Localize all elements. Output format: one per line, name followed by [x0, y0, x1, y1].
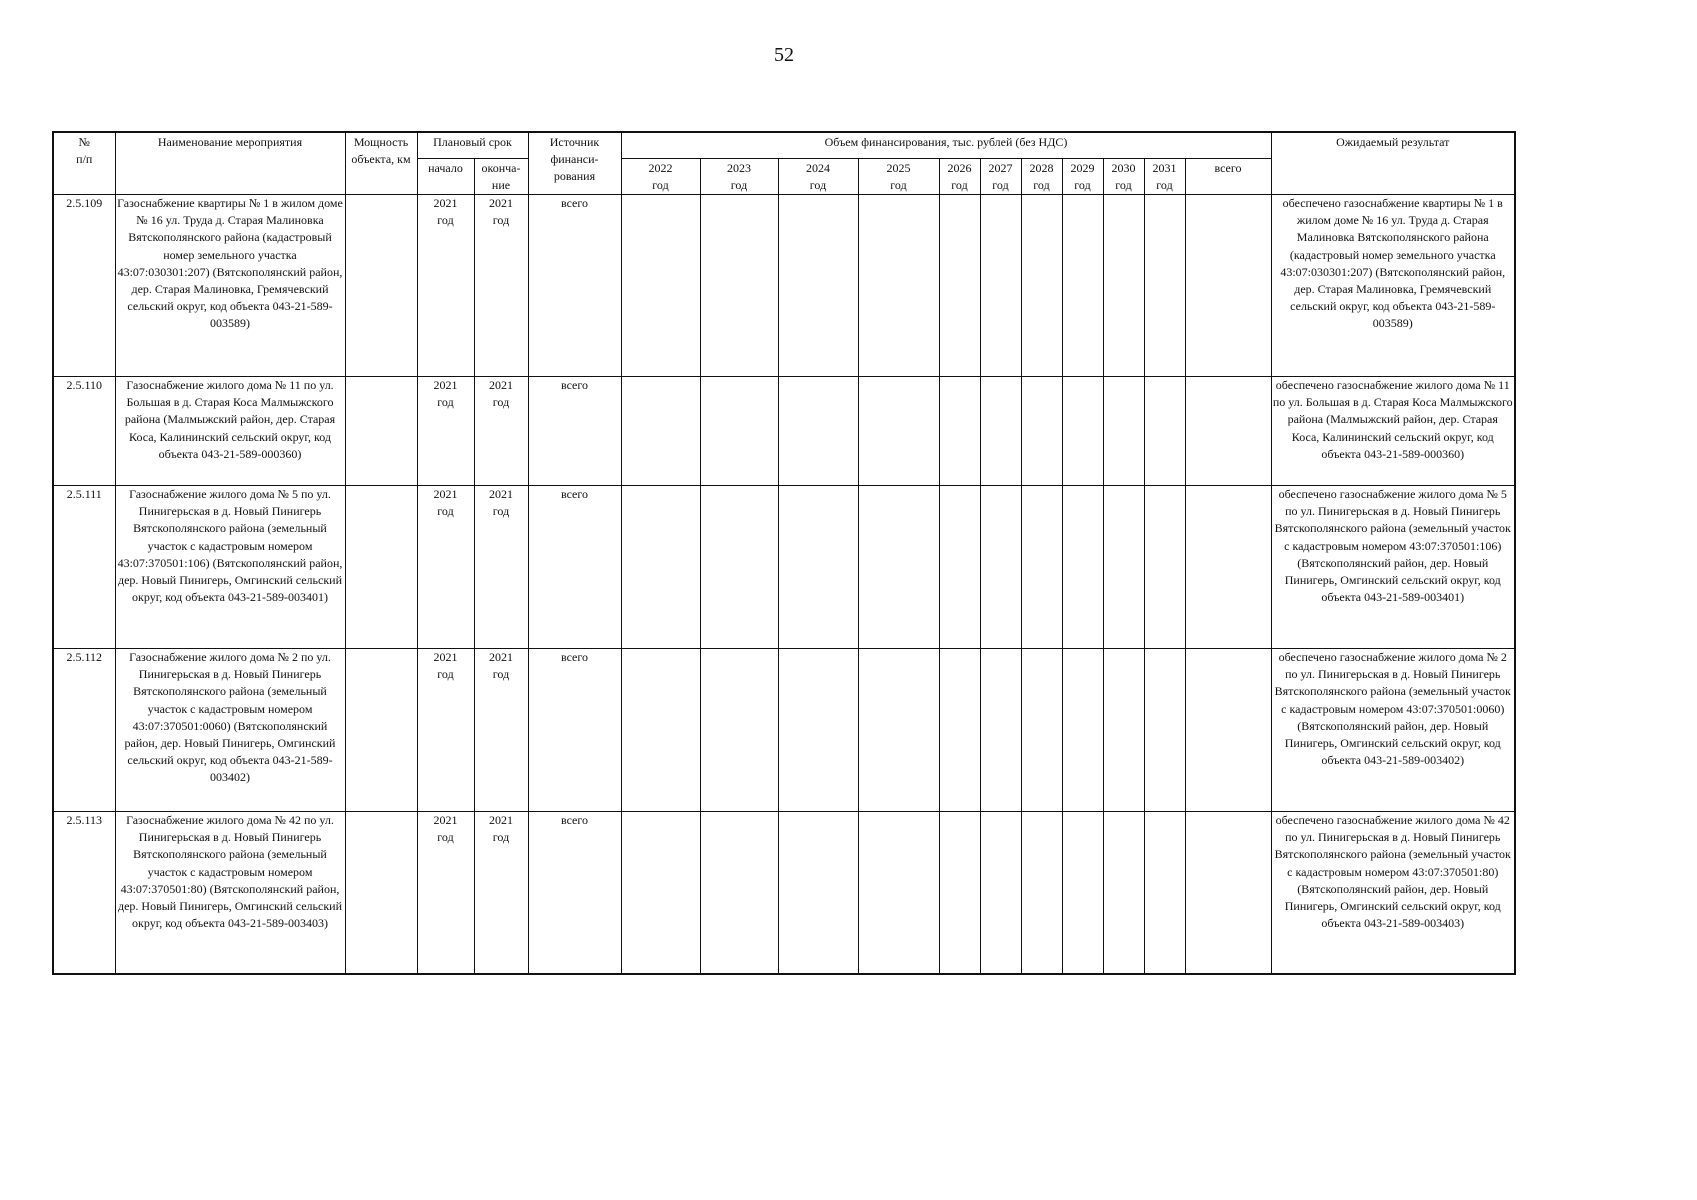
row-year-value [1144, 648, 1185, 811]
row-name: Газоснабжение жилого дома № 2 по ул. Пинигерьская в д. Новый Пинигерь Вятскополянского района (земельный участок с кадастровым номером 43:07:370501:0060) (Вятскополянский район, дер. Новый Пинигерь, Омгинский сельский округ, код объекта 043-21-589-003402) [115, 648, 345, 811]
row-year-value [1103, 194, 1144, 376]
row-year-value [700, 194, 778, 376]
header-year: 2031 год [1144, 158, 1185, 194]
row-capacity [345, 648, 417, 811]
row-year-value [621, 648, 700, 811]
row-year-value [1103, 485, 1144, 648]
row-year-value [858, 376, 939, 485]
header-year: 2023 год [700, 158, 778, 194]
row-start: 2021 год [417, 648, 474, 811]
row-year-value [858, 485, 939, 648]
row-year-value [939, 376, 980, 485]
header-source: Источник финанси- рования [528, 132, 621, 194]
row-result: обеспечено газоснабжение жилого дома № 2 по ул. Пинигерьская в д. Новый Пинигерь Вятскополянского района (земельный участок с кадастровым номером 43:07:370501:0060) (Вятскополянский район, дер. Новый Пинигерь, Омгинский сельский округ, код объекта 043-21-589-003402) [1271, 648, 1515, 811]
row-start: 2021 год [417, 811, 474, 974]
header-year: 2024 год [778, 158, 858, 194]
table-row [53, 811, 1515, 974]
header-year: 2025 год [858, 158, 939, 194]
row-source: всего [528, 376, 621, 485]
row-year-value [700, 648, 778, 811]
row-result: обеспечено газоснабжение жилого дома № 5 по ул. Пинигерьская в д. Новый Пинигерь Вятскополянского района (земельный участок с кадастровым номером 43:07:370501:106) (Вятскополянский район, дер. Новый Пинигерь, Омгинский сельский округ, код объекта 043-21-589-003401) [1271, 485, 1515, 648]
row-result: обеспечено газоснабжение жилого дома № 11 по ул. Большая в д. Старая Коса Малмыжского района (Малмыжский район, дер. Старая Коса, Калининский сельский округ, код объекта 043-21-589-000360) [1271, 376, 1515, 485]
row-year-value [778, 376, 858, 485]
header-result: Ожидаемый результат [1271, 132, 1515, 194]
row-year-value [1062, 648, 1103, 811]
row-end: 2021 год [474, 485, 528, 648]
row-year-value [1062, 485, 1103, 648]
row-capacity [345, 194, 417, 376]
row-source: всего [528, 485, 621, 648]
row-year-value [1144, 485, 1185, 648]
row-result: обеспечено газоснабжение квартиры № 1 в жилом доме № 16 ул. Труда д. Старая Малиновка Вятскополянского района (кадастровый номер земельного участка 43:07:030301:207) (Вятскополянский район, дер. Старая Малиновка, Гремячевский сельский округ, код объекта 043-21-589-003589) [1271, 194, 1515, 376]
header-year: 2026 год [939, 158, 980, 194]
row-year-value [939, 648, 980, 811]
row-capacity [345, 485, 417, 648]
row-year-value [778, 648, 858, 811]
row-year-value [1103, 376, 1144, 485]
header-year: 2022 год [621, 158, 700, 194]
row-year-value [980, 648, 1021, 811]
row-year-value [621, 811, 700, 974]
row-year-value [1144, 194, 1185, 376]
row-total-value [1185, 194, 1271, 376]
row-year-value [980, 376, 1021, 485]
row-year-value [939, 485, 980, 648]
row-year-value [1062, 194, 1103, 376]
row-year-value [778, 485, 858, 648]
header-year: 2029 год [1062, 158, 1103, 194]
row-source: всего [528, 194, 621, 376]
header-year: 2027 год [980, 158, 1021, 194]
row-year-value [1021, 811, 1062, 974]
row-year-value [1103, 811, 1144, 974]
page-number: 52 [774, 44, 794, 66]
row-year-value [1021, 648, 1062, 811]
table-row [53, 194, 1515, 376]
header-year: 2030 год [1103, 158, 1144, 194]
row-year-value [621, 376, 700, 485]
row-year-value [1144, 376, 1185, 485]
row-num: 2.5.109 [53, 194, 115, 376]
row-year-value [700, 376, 778, 485]
row-end: 2021 год [474, 376, 528, 485]
row-year-value [858, 194, 939, 376]
table-row [53, 648, 1515, 811]
row-num: 2.5.113 [53, 811, 115, 974]
row-year-value [1021, 376, 1062, 485]
row-total-value [1185, 485, 1271, 648]
row-year-value [700, 811, 778, 974]
row-year-value [778, 194, 858, 376]
header-capacity: Мощность объекта, км [345, 132, 417, 194]
header-end: оконча- ние [474, 158, 528, 194]
row-start: 2021 год [417, 485, 474, 648]
row-year-value [621, 194, 700, 376]
row-year-value [700, 485, 778, 648]
header-name: Наименование мероприятия [115, 132, 345, 194]
row-year-value [980, 811, 1021, 974]
row-num: 2.5.110 [53, 376, 115, 485]
row-year-value [1021, 194, 1062, 376]
row-name: Газоснабжение квартиры № 1 в жилом доме № 16 ул. Труда д. Старая Малиновка Вятскополянского района (кадастровый номер земельного участка 43:07:030301:207) (Вятскополянский район, дер. Старая Малиновка, Гремячевский сельский округ, код объекта 043-21-589-003589) [115, 194, 345, 376]
row-source: всего [528, 811, 621, 974]
table-row [53, 376, 1515, 485]
row-year-value [939, 811, 980, 974]
row-year-value [980, 194, 1021, 376]
row-name: Газоснабжение жилого дома № 11 по ул. Большая в д. Старая Коса Малмыжского района (Малмыжский район, дер. Старая Коса, Калининский сельский округ, код объекта 043-21-589-000360) [115, 376, 345, 485]
row-capacity [345, 376, 417, 485]
row-year-value [778, 811, 858, 974]
row-year-value [939, 194, 980, 376]
row-name: Газоснабжение жилого дома № 42 по ул. Пинигерьская в д. Новый Пинигерь Вятскополянского района (земельный участок с кадастровым номером 43:07:370501:80) (Вятскополянский район, дер. Новый Пинигерь, Омгинский сельский округ, код объекта 043-21-589-003403) [115, 811, 345, 974]
row-year-value [621, 485, 700, 648]
row-end: 2021 год [474, 194, 528, 376]
row-year-value [1144, 811, 1185, 974]
row-year-value [1062, 811, 1103, 974]
header-funding: Объем финансирования, тыс. рублей (без НДС) [621, 132, 1271, 158]
row-name: Газоснабжение жилого дома № 5 по ул. Пинигерьская в д. Новый Пинигерь Вятскополянского района (земельный участок с кадастровым номером 43:07:370501:106) (Вятскополянский район, дер. Новый Пинигерь, Омгинский сельский округ, код объекта 043-21-589-003401) [115, 485, 345, 648]
row-result: обеспечено газоснабжение жилого дома № 42 по ул. Пинигерьская в д. Новый Пинигерь Вятскополянского района (земельный участок с кадастровым номером 43:07:370501:80) (Вятскополянский район, дер. Новый Пинигерь, Омгинский сельский округ, код объекта 043-21-589-003403) [1271, 811, 1515, 974]
header-total: всего [1185, 158, 1271, 194]
row-end: 2021 год [474, 648, 528, 811]
header-planned-term: Плановый срок [417, 132, 528, 158]
row-year-value [1021, 485, 1062, 648]
row-total-value [1185, 648, 1271, 811]
header-start: начало [417, 158, 474, 194]
row-end: 2021 год [474, 811, 528, 974]
row-total-value [1185, 811, 1271, 974]
row-capacity [345, 811, 417, 974]
row-num: 2.5.112 [53, 648, 115, 811]
header-year: 2028 год [1021, 158, 1062, 194]
row-total-value [1185, 376, 1271, 485]
row-year-value [980, 485, 1021, 648]
table-row [53, 485, 1515, 648]
funding-plan-table [52, 131, 1516, 975]
row-year-value [858, 648, 939, 811]
row-source: всего [528, 648, 621, 811]
row-num: 2.5.111 [53, 485, 115, 648]
row-start: 2021 год [417, 194, 474, 376]
row-start: 2021 год [417, 376, 474, 485]
row-year-value [1062, 376, 1103, 485]
header-num: № п/п [53, 132, 115, 194]
row-year-value [1103, 648, 1144, 811]
row-year-value [858, 811, 939, 974]
